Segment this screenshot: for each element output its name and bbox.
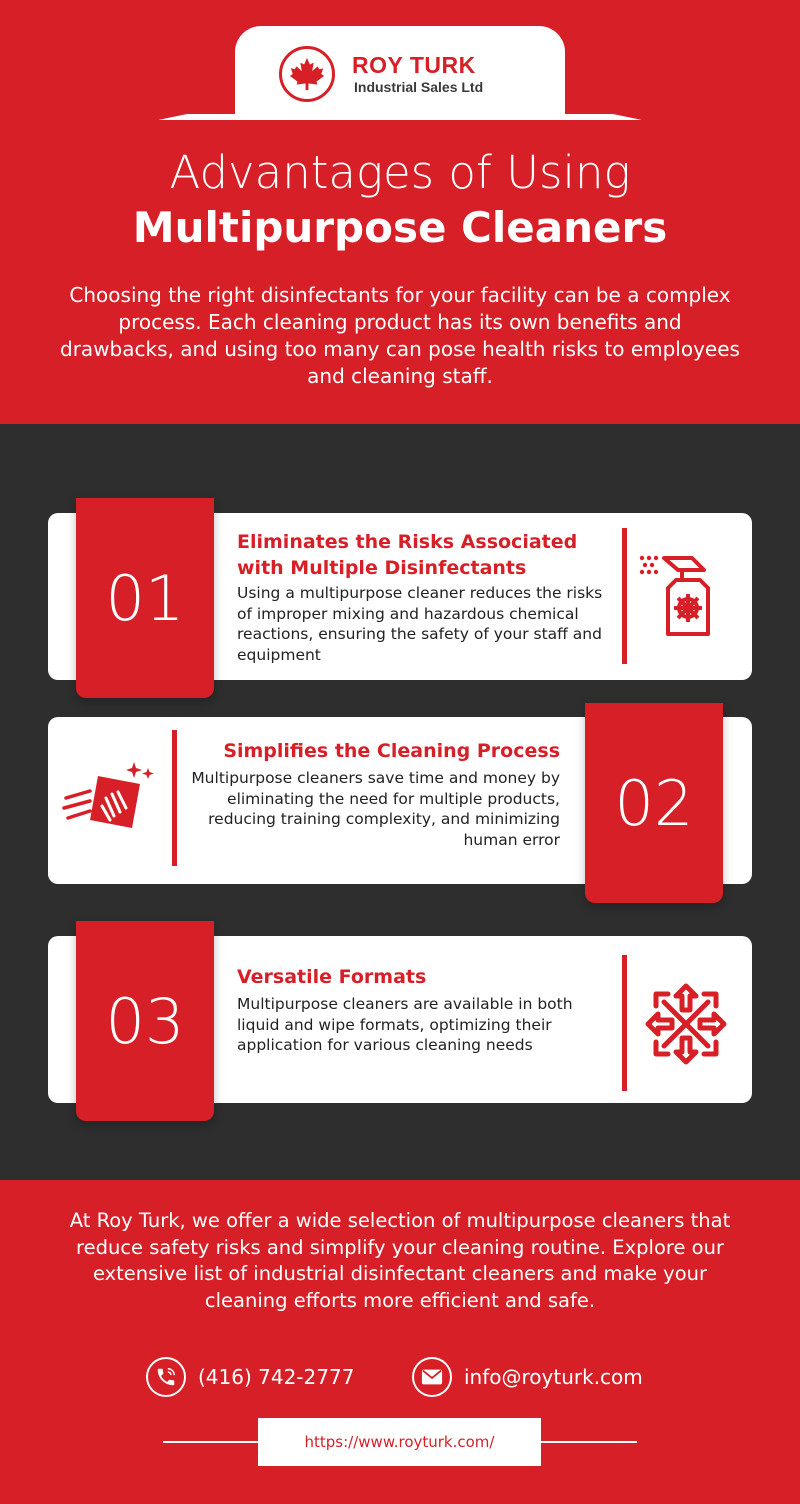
card-number-1: 01 bbox=[76, 498, 214, 698]
envelope-icon bbox=[412, 1357, 452, 1397]
card-title-3: Versatile Formats bbox=[237, 966, 427, 988]
phone-icon bbox=[146, 1357, 186, 1397]
url-line-left bbox=[163, 1441, 258, 1443]
card-number-2: 02 bbox=[585, 703, 723, 903]
url-line-right bbox=[541, 1441, 637, 1443]
website-link[interactable]: https://www.royturk.com/ bbox=[258, 1418, 541, 1466]
page-title-line2: Multipurpose Cleaners bbox=[132, 203, 668, 252]
logo-tab-base bbox=[158, 114, 642, 120]
brand-subtitle: Industrial Sales Ltd bbox=[354, 79, 484, 95]
card-number-3: 03 bbox=[76, 921, 214, 1121]
card-body-1: Using a multipurpose cleaner reduces the risks of improper mixing and hazardous chemical reactions, ensuring the safety of your staff and equipment bbox=[237, 584, 603, 664]
card-title-1: Eliminates the Risks Associated with Multiple Disinfectants bbox=[237, 531, 578, 579]
maple-leaf-logo-icon bbox=[279, 46, 335, 102]
card-title-2: Simplifies the Cleaning Process bbox=[223, 740, 560, 762]
footer-paragraph: At Roy Turk, we offer a wide selection of multipurpose cleaners that reduce safety risks and simplify your cleaning routine. Explore our extensive list of industrial disinfectant cleaners and make your cleaning efforts more efficient and safe. bbox=[69, 1209, 731, 1312]
card-body-3: Multipurpose cleaners are available in both liquid and wipe formats, optimizing their application for various cleaning needs bbox=[237, 995, 573, 1054]
page-title-line1: Advantages of Using bbox=[169, 146, 631, 199]
card-body-2: Multipurpose cleaners save time and money by eliminating the need for multiple products, reducing training complexity, and minimizing human error bbox=[191, 769, 560, 849]
phone-number[interactable]: (416) 742-2777 bbox=[198, 1365, 355, 1389]
wiping-cloth-icon bbox=[62, 758, 158, 838]
card-divider-1 bbox=[622, 528, 627, 664]
card-divider-2 bbox=[172, 730, 177, 866]
multi-arrow-icon bbox=[642, 980, 730, 1072]
card-divider-3 bbox=[622, 955, 627, 1091]
email-contact[interactable] bbox=[412, 1357, 643, 1397]
intro-paragraph: Choosing the right disinfectants for your facility can be a complex process. Each cleaning product has its own benefits and drawbacks, and using too many can pose health risks to employees and cleaning staff. bbox=[60, 283, 740, 388]
brand-name: ROY TURK bbox=[352, 52, 476, 78]
spray-bottle-icon bbox=[638, 550, 728, 646]
phone-contact[interactable] bbox=[146, 1357, 354, 1397]
email-address[interactable]: info@royturk.com bbox=[464, 1365, 643, 1389]
